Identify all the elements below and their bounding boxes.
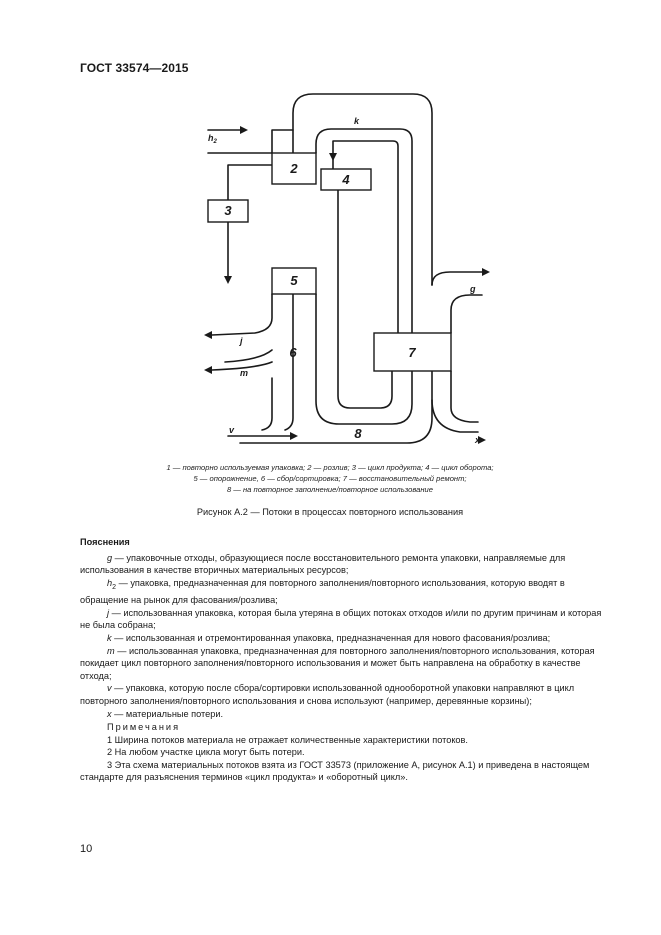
flow-label-k: k <box>354 116 360 126</box>
flow-label-m: m <box>240 368 249 378</box>
box-7-label: 7 <box>408 345 416 360</box>
document-header: ГОСТ 33574—2015 <box>80 61 189 75</box>
explanation-item: m — использованная упаковка, предназначенная для повторного заполнения/повторного использования, которая покидает цикл повторного заполнения/повторного использования и может быть направлена на обработку в качестве отхода; <box>80 645 595 681</box>
page-number: 10 <box>80 843 93 855</box>
flow-x-b <box>451 371 478 422</box>
flow-label-j: j <box>240 336 243 346</box>
figure-legend-line: 8 — на повторное заполнение/повторное использование <box>226 485 434 494</box>
figure-caption: Рисунок А.2 — Потоки в процессах повторного использования <box>196 507 464 517</box>
explanation-item: j — использованная упаковка, которая была утеряна в общих потоках отходов и/или по другим причинам и которая не была собрана; <box>80 607 602 631</box>
explanation-item: x — материальные потери. <box>107 708 224 719</box>
box-2-label: 2 <box>290 161 298 176</box>
explanation-item: g — упаковочные отходы, образующиеся после восстановительного ремонта упаковки, направляемые для использования в качестве вторичных материальных ресурсов; <box>80 552 566 576</box>
box-5-label: 5 <box>290 273 298 288</box>
region-8-label: 8 <box>354 426 362 441</box>
note-item: 3 Эта схема материальных потоков взята из ГОСТ 33573 (приложение А, рисунок А.1) и приведена в настоящем стандарте для разъяснения терминов «цикл продукта» и «оборотный цикл». <box>80 759 590 783</box>
flow-4-down <box>338 190 392 408</box>
arrow-v <box>290 432 298 440</box>
note-item: 1 Ширина потоков материала не отражает количественные характеристики потоков. <box>107 734 468 745</box>
flow-h2-join <box>272 130 293 153</box>
arrow-k <box>329 153 337 161</box>
explanations-section <box>80 536 614 720</box>
arrow-3-down <box>224 276 232 284</box>
box-4-label: 4 <box>342 172 350 187</box>
flow-m-bottom <box>262 378 272 430</box>
arrow-j <box>204 331 212 339</box>
flow-label-h2: $h_2$ <box>208 133 217 145</box>
flow-j-bottom <box>225 350 272 362</box>
notes-title: Примечания <box>107 722 181 732</box>
flow-label-g: g <box>470 284 476 294</box>
flow-left-wall <box>212 294 272 335</box>
note-item: 2 На любом участке цикла могут быть потери. <box>107 747 305 758</box>
arrow-m <box>204 366 212 374</box>
flow-outer-left <box>285 294 293 430</box>
arrow-g <box>482 268 490 276</box>
figure-legend-line: 5 — опорожнение, 6 — сбор/сортировка; 7 — восстановительный ремонт; <box>193 474 467 483</box>
flow-outer-right <box>240 371 432 443</box>
region-6-label: 6 <box>289 345 297 360</box>
flow-label-v: v <box>229 425 235 435</box>
explanation-item: v — упаковка, которую после сбора/сортировки использованной одноoборотной упаковки направляют в цикл повторного заполнения/повторного использования и снова используют (например, деревянные корзины); <box>80 683 575 706</box>
flow-g-b <box>451 295 482 333</box>
explanation-item: k — использованная и отремонтированная упаковка, предназначенная для нового фасования/розлива; <box>107 632 551 643</box>
box-3-label: 3 <box>224 203 232 218</box>
explanation-item: $h_2$ — упаковка, предназначенная для повторного заполнения/повторного использования, которую вводят в обращение на рынок для фасования/розлива; <box>80 577 565 606</box>
explanations-title: Пояснения <box>80 537 130 547</box>
notes-section <box>80 721 614 784</box>
flow-label-x: x <box>475 435 481 445</box>
arrow-h2 <box>240 126 248 134</box>
flow-3-up <box>228 165 272 200</box>
figure-legend-line: 1 — повторно используемая упаковка; 2 — розлив; 3 — цикл продукта; 4 — цикл оборота; <box>166 463 494 472</box>
